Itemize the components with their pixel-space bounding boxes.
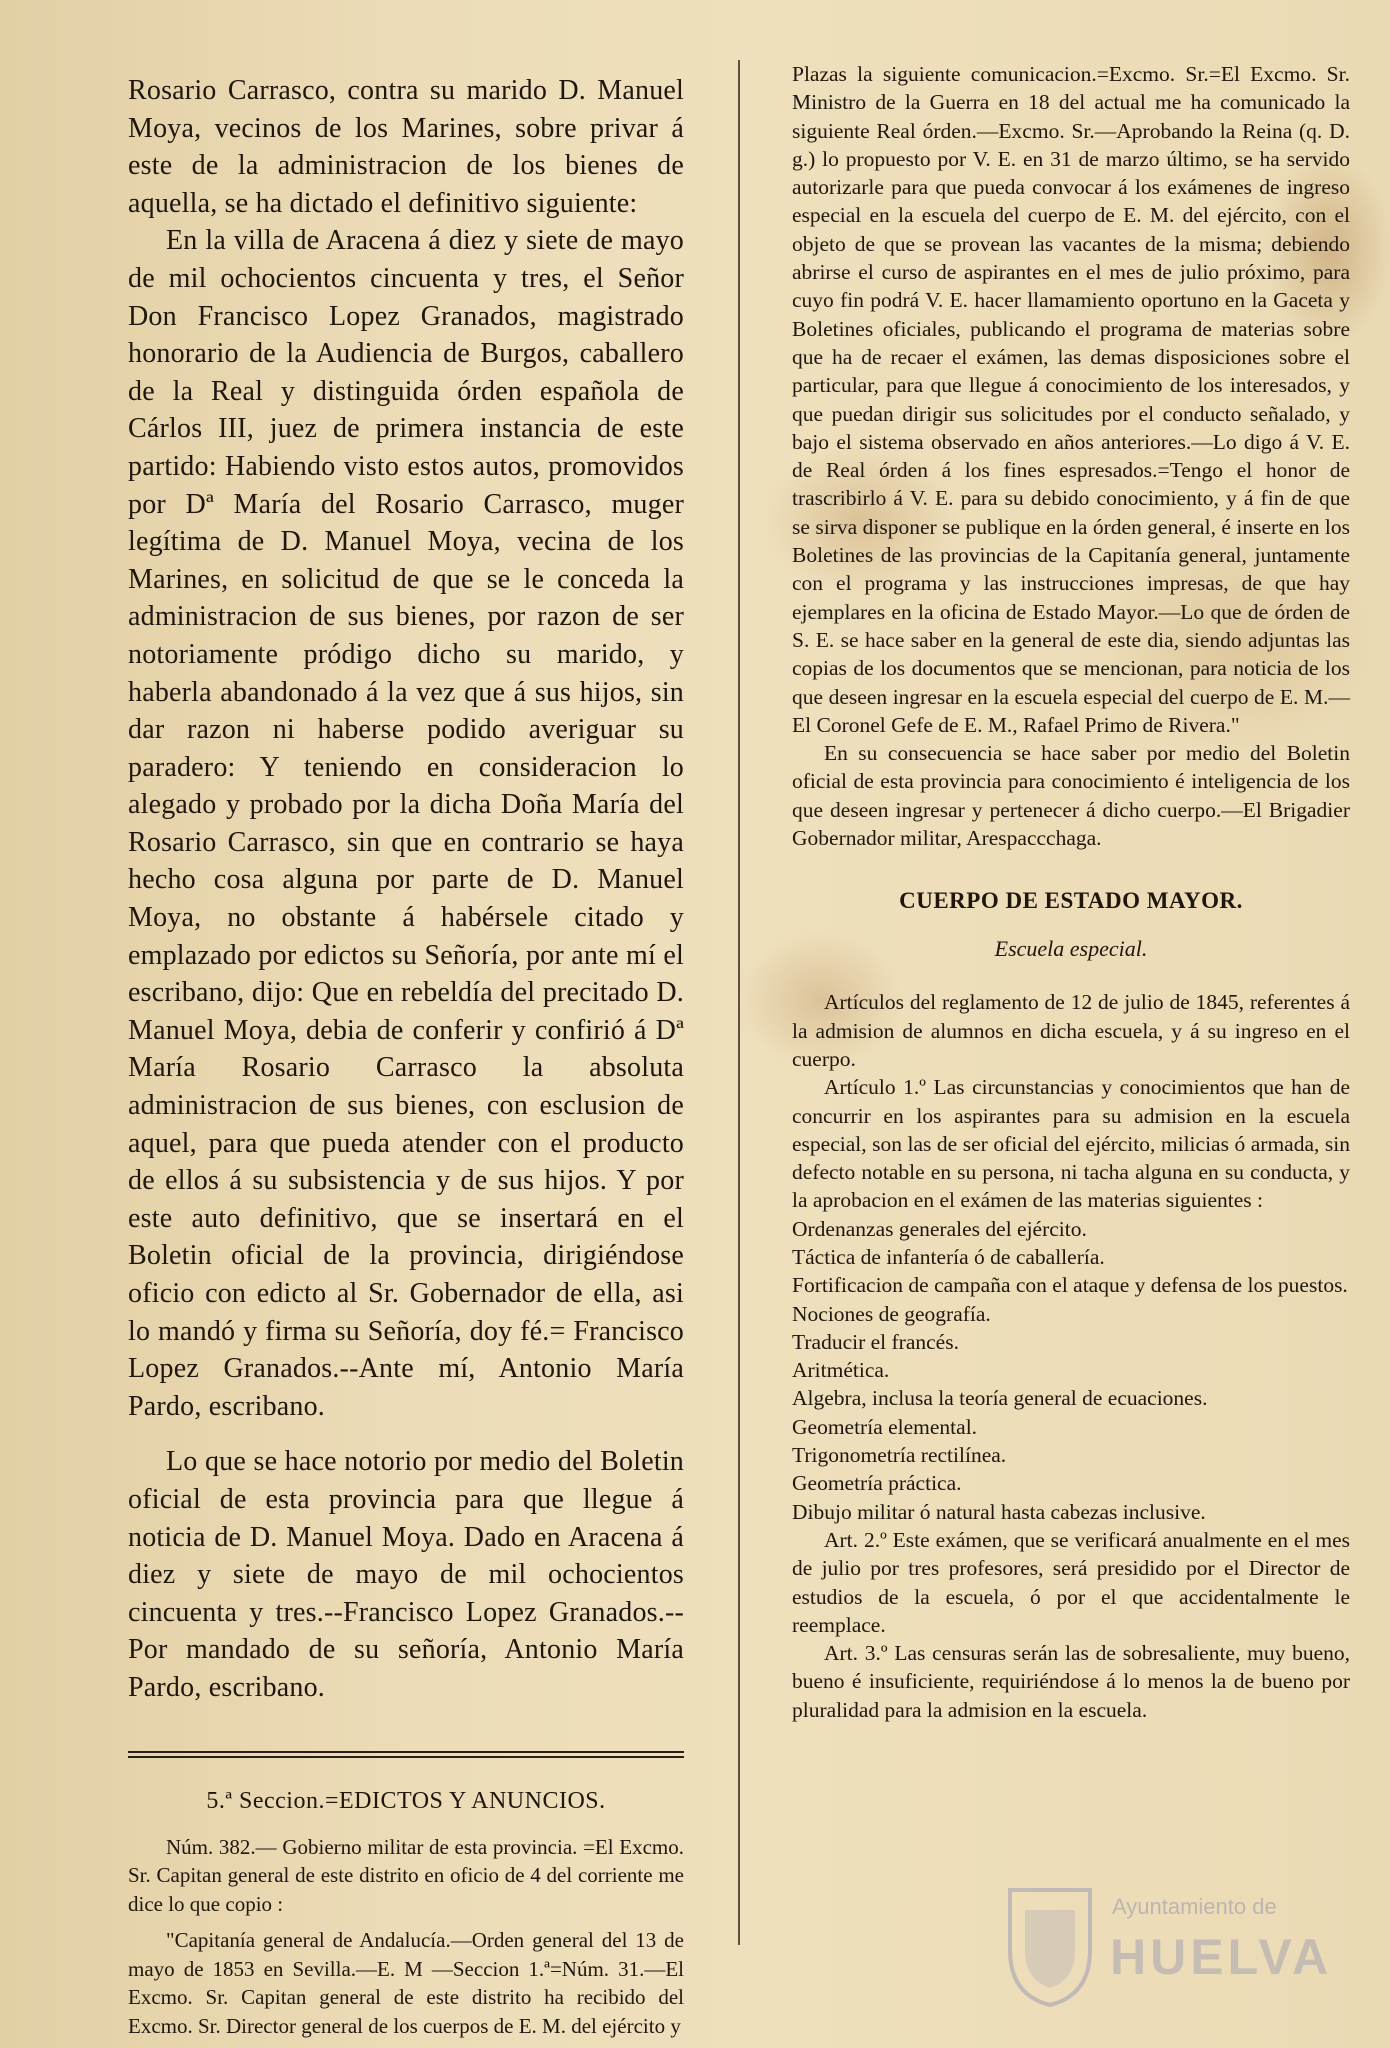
- subject-item: Ordenanzas generales del ejército.: [792, 1216, 1087, 1241]
- court-ruling-notice: Lo que se hace notorio por medio del Boletin oficial de esta provincia para que llegue á noticia de D. Manuel Moya. Dado en Aracena á diez y siete de mayo de mil ochocientos cincuenta y tres.--Francisco Lopez Granados.--Por mandado de su señoría, Antonio María Pardo, escribano.: [128, 1446, 684, 1703]
- special-school-subheading: Escuela especial.: [994, 936, 1148, 962]
- article-2: Art. 2.º Este exámen, que se verificará anualmente en el mes de julio por tres profesores, será presidido por el Director de estudios de la escuela, ó por el que accidentalmente le reemplace.: [792, 1527, 1350, 1637]
- subject-item: Geometría elemental.: [792, 1414, 978, 1439]
- article-3: Art. 3.º Las censuras serán las de sobresaliente, muy bueno, bueno é insuficiente, requiriéndose á lo menos la de bueno por pluralidad para la admision en la escuela.: [792, 1641, 1350, 1722]
- court-ruling-body: En la villa de Aracena á diez y siete de mayo de mil ochocientos cincuenta y tres, el Señor Don Francisco Lopez Granados, magistrado honorario de la Audiencia de Burgos, caballero de la Real y distinguida órden española de Cárlos III, juez de primera instancia de este partido: Habiendo visto estos autos, promovidos por Dª María del Rosario Carrasco, muger legítima de D. Manuel Moya, vecina de los Marines, en solicitud de que se le conceda la administracion de sus bienes, por razon de ser notoriamente pródigo dicho su marido, y haberla abandonado á la vez que á sus hijos, sin dar razon ni haberse podido averiguar su paradero: Y teniendo en consideracion lo alegado y probado por la dicha Doña María del Rosario Carrasco, sin que en contrario se haya hecho cosa alguna por parte de D. Manuel Moya, no obstante á habérsele citado y emplazado por edictos su Señoría, por ante mí el escribano, dijo: Que en rebeldía del precitado D. Manuel Moya, debia de conferir y confirió á Dª María Rosario Carrasco la absoluta administracion de sus bienes, con esclusion de aquel, para que pueda atender con el producto de ellos á su subsistencia y de sus hijos. Y por este auto definitivo, que se insertará en el Boletin oficial de la provincia, dirigiéndose oficio con edicto al Sr. Gobernador de ella, asi lo mandó y firma su Señoría, doy fé.= Francisco Lopez Granados.--Ante mí, Antonio María Pardo, escribano.: [128, 225, 684, 1422]
- subject-item: Geometría práctica.: [792, 1471, 962, 1496]
- subject-item: Fortificacion de campaña con el ataque y defensa de los puestos.: [792, 1273, 1348, 1298]
- watermark-line-2: HUELVA: [1110, 1929, 1333, 1985]
- royal-order-text: Plazas la siguiente comunicacion.=Excmo. Sr.=El Excmo. Sr. Ministro de la Guerra en 18 del actual me ha comunicado la siguiente Real órden.—Excmo. Sr.—Aprobando la Reina (q. D. g.) lo propuesto por V. E. en 31 de marzo último, se ha servido autorizarle para que pueda convocar á los exámenes de ingreso especial en la escuela del cuerpo de E. M. del ejército, con el objeto de que se provean las vacantes de la misma; debiendo abrirse el curso de aspirantes en el mes de julio próximo, para cuyo fin podrá V. E. hacer llamamiento oportuno en la Gaceta y Boletines oficiales, publicando el programa de materias sobre que ha de recaer el exámen, las demas disposiciones sobre el particular, para que llegue á conocimiento de los interesados, y que puedan dirigir sus solicitudes por el conducto señalado, y bajo el sistema observado en años anteriores.—Lo digo á V. E. de Real órden á los fines espresados.=Tengo el honor de trascribirlo á V. E. para su debido conocimiento, y á fin de que se sirva disponer se publique en la órden general, é inserte en los Boletines de las provincias de la Capitanía general, juntamente con el programa y las instrucciones impresas, de que hay ejemplares en la oficina de Estado Mayor.—Lo que de órden de S. E. se hace saber en la general de este dia, siendo adjuntas las copias de los documentos que se mencionan, para noticia de los que deseen ingresar en la escuela especial del cuerpo de E. M.—El Coronel Gefe de E. M., Rafael Primo de Rivera.": [792, 62, 1350, 737]
- subject-item: Trigonometría rectilínea.: [792, 1443, 1007, 1468]
- subject-item: Algebra, inclusa la teoría general de ecuaciones.: [792, 1386, 1208, 1411]
- subject-item: Nociones de geografía.: [792, 1301, 991, 1326]
- section-heading: 5.ª Seccion.=EDICTOS Y ANUNCIOS.: [206, 1787, 606, 1814]
- subject-item: Dibujo militar ó natural hasta cabezas inclusive.: [792, 1499, 1206, 1524]
- column-divider: [738, 60, 740, 1945]
- subject-item: Táctica de infantería ó de caballería.: [792, 1244, 1105, 1269]
- exam-subjects-list: [792, 1215, 1350, 1526]
- section-divider: [128, 1751, 684, 1753]
- regulation-intro: Artículos del reglamento de 12 de julio de 1845, referentes á la admision de alumnos en dicha escuela, y á su ingreso en el cuerpo.: [792, 990, 1350, 1071]
- section-divider-second: [128, 1756, 684, 1758]
- subject-item: Aritmética.: [792, 1358, 890, 1383]
- military-notice-intro: Núm. 382.— Gobierno militar de esta provincia. =El Excmo. Sr. Capitan general de este distrito en oficio de 4 del corriente me dice lo que copio :: [128, 1834, 684, 1916]
- governor-notice: En su consecuencia se hace saber por medio del Boletin oficial de esta provincia para conocimiento é inteligencia de los que deseen ingresar y pertenecer á dicho cuerpo.—El Brigadier Gobernador militar, Arespaccchaga.: [792, 741, 1350, 851]
- staff-corps-heading: CUERPO DE ESTADO MAYOR.: [899, 888, 1243, 914]
- left-column: [128, 72, 684, 2040]
- article-1: Artículo 1.º Las circunstancias y conocimientos que han de concurrir en los aspirantes para su admision en la escuela especial, son las de ser oficial del ejército, milicias ó armada, sin defecto notable en su persona, ni tacha alguna en su conducta, y la aprobacion en el exámen de las materias siguientes :: [792, 1075, 1350, 1213]
- right-column: [792, 60, 1350, 1724]
- court-ruling-intro: Rosario Carrasco, contra su marido D. Manuel Moya, vecinos de los Marines, sobre privar á este de la administracion de los bienes de aquella, se ha dictado el definitivo siguiente:: [128, 75, 684, 219]
- watermark-stamp: [1000, 1880, 1340, 2010]
- coat-of-arms-icon: [1000, 1880, 1100, 2010]
- watermark-line-1: Ayuntamiento de: [1112, 1894, 1277, 1919]
- military-notice-order: "Capitanía general de Andalucía.—Orden general del 13 de mayo de 1853 en Sevilla.—E. M —Seccion 1.ª=Núm. 31.—El Excmo. Sr. Capitan general de este distrito ha recibido del Excmo. Sr. Director general de los cuerpos de E. M. del ejército y: [128, 1928, 684, 2038]
- subject-item: Traducir el francés.: [792, 1329, 959, 1354]
